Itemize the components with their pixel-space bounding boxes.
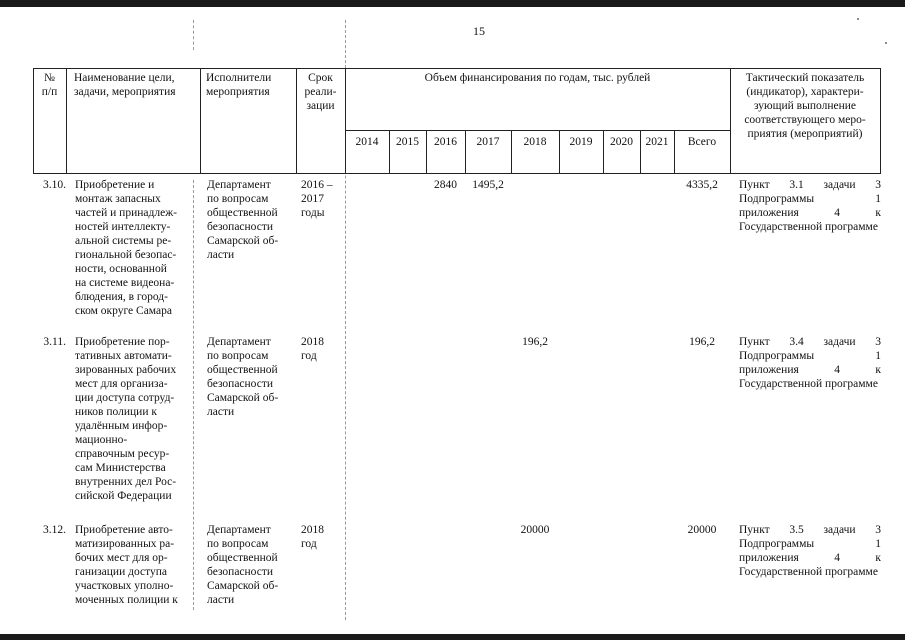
row-value-2018: 196,2 xyxy=(522,336,548,348)
row-value-2017: 1495,2 xyxy=(472,179,504,191)
header-year: 2018 xyxy=(523,136,547,148)
header-name: Наименование цели, задачи, мероприятия xyxy=(74,72,176,98)
row-number: 3.11. xyxy=(43,336,66,348)
row-indicator: Пункт 3.5 задачи 3 Подпрограммы 1 приложения 4 к Государственной программе xyxy=(739,524,881,578)
header-year: 2015 xyxy=(396,136,419,148)
row-indicator: Пункт 3.4 задачи 3 Подпрограммы 1 приложения 4 к Государственной программе xyxy=(739,336,881,390)
header-executors: Исполнители мероприятия xyxy=(206,72,272,98)
row-indicator: Пункт 3.1 задачи 3 Подпрограммы 1 приложения 4 к Государственной программе xyxy=(739,179,881,233)
header-year: 2016 xyxy=(434,136,457,148)
row-term: 2018 год xyxy=(301,336,324,362)
row-executor: Департамент по вопросам общественной безопасности Самарской об- ласти xyxy=(207,524,279,606)
row-number: 3.10. xyxy=(43,179,66,191)
header-year: 2020 xyxy=(610,136,633,148)
scan-artifact-line xyxy=(193,20,194,50)
row-name: Приобретение пор- тативных автомати- зированных рабочих мест для организа- ции доступа сотруд- ников полиции к удалённым инфор- мационно- справочным ресур- сам Министерства внутренних дел Рос- сийской Федерации xyxy=(75,336,177,502)
row-value-total: 20000 xyxy=(687,524,717,536)
row-name: Приобретение авто- матизированных ра- бочих мест для ор- ганизации доступа участковых уполно- моченных полиции к xyxy=(75,524,178,606)
row-executor: Департамент по вопросам общественной безопасности Самарской об- ласти xyxy=(207,179,279,261)
row-number: 3.12. xyxy=(43,524,66,536)
header-financing: Объем финансирования по годам, тыс. рублей xyxy=(424,72,651,84)
header-num: № п/п xyxy=(41,72,58,98)
scan-speck xyxy=(857,18,859,20)
header-year: 2019 xyxy=(569,136,593,148)
row-value-total: 196,2 xyxy=(689,336,715,348)
header-year: 2017 xyxy=(476,136,500,148)
header-year: 2014 xyxy=(355,136,379,148)
header-year: 2021 xyxy=(645,136,669,148)
scan-bottom-border xyxy=(0,634,905,640)
row-term: 2016 – 2017 годы xyxy=(301,179,333,219)
row-value-2016: 2840 xyxy=(434,179,457,191)
header-total: Всего xyxy=(687,136,717,148)
scan-top-border xyxy=(0,0,905,7)
scan-speck xyxy=(885,42,887,44)
row-term: 2018 год xyxy=(301,524,324,550)
page-number: 15 xyxy=(473,24,485,38)
row-value-2018: 20000 xyxy=(520,524,550,536)
row-name: Приобретение и монтаж запасных частей и принадлеж- ностей интеллекту- альной системы ре- гиональной безопас- ности, основанной на системе видеона- блюдения, в город- ском округе Самара xyxy=(75,179,177,317)
row-executor: Департамент по вопросам общественной безопасности Самарской об- ласти xyxy=(207,336,279,418)
header-indicator: Тактический показатель (индикатор), характери- зующий выполнение соответствующего меро- приятия (мероприятий) xyxy=(744,72,866,140)
row-value-total: 4335,2 xyxy=(686,179,718,191)
header-term: Срок реали- зации xyxy=(304,72,337,112)
